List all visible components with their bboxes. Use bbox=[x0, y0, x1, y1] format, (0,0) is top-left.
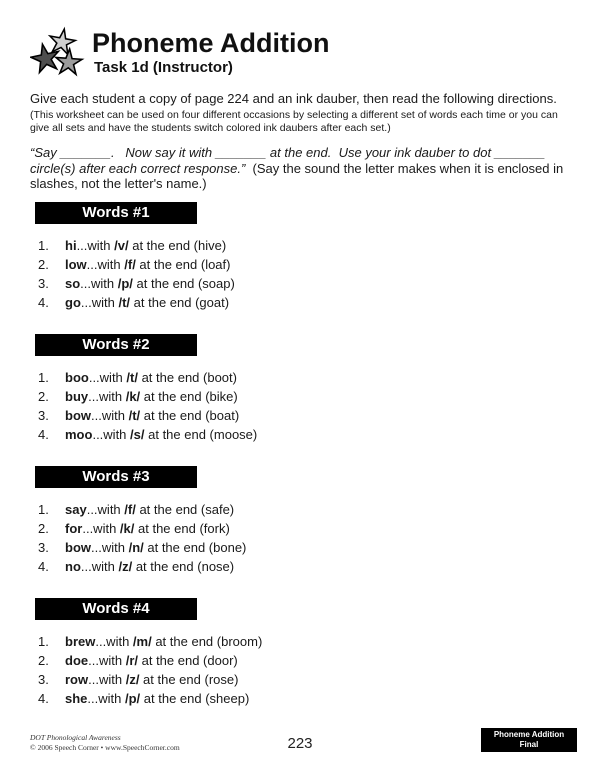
item-text: bow...with /t/ at the end (boat) bbox=[65, 407, 240, 423]
item-word: boo bbox=[65, 369, 89, 385]
say-script bbox=[30, 145, 568, 192]
item-number: 1. bbox=[38, 501, 49, 517]
item-number: 4. bbox=[38, 426, 49, 442]
item-text: so...with /p/ at the end (soap) bbox=[65, 275, 235, 291]
item-text: no...with /z/ at the end (nose) bbox=[65, 558, 235, 574]
item-word: so bbox=[65, 275, 81, 291]
item-phoneme: /t/ bbox=[126, 369, 138, 385]
word-item bbox=[30, 632, 568, 651]
item-number: 4. bbox=[38, 558, 49, 574]
word-item bbox=[30, 236, 568, 255]
item-word: low bbox=[65, 256, 87, 272]
stamp-line-2: Final bbox=[519, 740, 539, 749]
item-phoneme: /r/ bbox=[125, 652, 138, 668]
word-item bbox=[30, 519, 568, 538]
section-title-banner: Words #2 bbox=[35, 334, 197, 356]
word-item bbox=[30, 500, 568, 519]
word-item bbox=[30, 368, 568, 387]
directions-text: Give each student a copy of page 224 and an ink dauber, then read the following directions. bbox=[30, 91, 557, 106]
item-phoneme: /k/ bbox=[125, 388, 141, 404]
words-section-1 bbox=[30, 202, 568, 312]
item-number: 2. bbox=[38, 388, 49, 404]
star-mid-icon bbox=[55, 48, 83, 75]
word-item bbox=[30, 557, 568, 576]
words-section-4 bbox=[30, 598, 568, 708]
item-phoneme: /p/ bbox=[124, 690, 141, 706]
section-title-banner: Words #4 bbox=[35, 598, 197, 620]
item-number: 3. bbox=[38, 407, 49, 423]
item-text: moo...with /s/ at the end (moose) bbox=[65, 426, 258, 442]
item-text: brew...with /m/ at the end (broom) bbox=[65, 633, 263, 649]
item-text: row...with /z/ at the end (rose) bbox=[65, 671, 239, 687]
stamp-line-1: Phoneme Addition bbox=[493, 730, 565, 739]
directions-note: (This worksheet can be used on four different occasions by selecting a different set of words each time or you can give all sets and have the students switch colored ink daubers after each set.) bbox=[30, 108, 558, 134]
word-item bbox=[30, 274, 568, 293]
item-word: no bbox=[65, 558, 81, 574]
word-item bbox=[30, 255, 568, 274]
footer-series-title: DOT Phonological Awareness bbox=[30, 733, 121, 742]
page-title: Phoneme Addition bbox=[92, 28, 330, 58]
item-number: 4. bbox=[38, 294, 49, 310]
item-word: she bbox=[65, 690, 88, 706]
page-subtitle: Task 1d (Instructor) bbox=[94, 59, 233, 77]
word-item bbox=[30, 538, 568, 557]
item-word: buy bbox=[65, 388, 89, 404]
item-text: buy...with /k/ at the end (bike) bbox=[65, 388, 238, 404]
item-word: hi bbox=[65, 237, 77, 253]
item-phoneme: /p/ bbox=[117, 275, 133, 291]
section-title-banner: Words #1 bbox=[35, 202, 197, 224]
word-item bbox=[30, 670, 568, 689]
item-text: for...with /k/ at the end (fork) bbox=[65, 520, 230, 536]
item-text: boo...with /t/ at the end (boot) bbox=[65, 369, 237, 385]
words-section-3 bbox=[30, 466, 568, 576]
item-phoneme: /n/ bbox=[128, 539, 144, 555]
item-phoneme: /z/ bbox=[125, 671, 140, 687]
item-text: low...with /f/ at the end (loaf) bbox=[65, 256, 231, 272]
word-item bbox=[30, 406, 568, 425]
item-phoneme: /v/ bbox=[114, 237, 129, 253]
item-phoneme: /t/ bbox=[118, 294, 131, 310]
item-text: she...with /p/ at the end (sheep) bbox=[65, 690, 250, 706]
item-phoneme: /f/ bbox=[124, 256, 136, 272]
item-number: 2. bbox=[38, 652, 49, 668]
item-number: 3. bbox=[38, 671, 49, 687]
item-number: 4. bbox=[38, 690, 49, 706]
word-item bbox=[30, 689, 568, 708]
stars-logo-icon bbox=[30, 26, 90, 80]
star-light-icon bbox=[47, 27, 77, 56]
item-number: 3. bbox=[38, 539, 49, 555]
item-word: row bbox=[65, 671, 89, 687]
word-item bbox=[30, 651, 568, 670]
title-block bbox=[92, 29, 330, 76]
item-phoneme: /m/ bbox=[132, 633, 152, 649]
item-word: doe bbox=[65, 652, 89, 668]
item-number: 2. bbox=[38, 256, 49, 272]
item-number: 1. bbox=[38, 237, 49, 253]
item-phoneme: /z/ bbox=[118, 558, 133, 574]
item-number: 3. bbox=[38, 275, 49, 291]
item-word: moo bbox=[65, 426, 93, 442]
words-section-2 bbox=[30, 334, 568, 444]
item-text: hi...with /v/ at the end (hive) bbox=[65, 237, 227, 253]
item-phoneme: /s/ bbox=[130, 426, 145, 442]
page-header bbox=[30, 26, 568, 80]
section-title-banner: Words #3 bbox=[35, 466, 197, 488]
footer-copyright: © 2006 Speech Corner • www.SpeechCorner.com bbox=[30, 742, 180, 752]
item-word: bow bbox=[65, 539, 91, 555]
say-script-quote: “Say _______. Now say it with _______ at the end. Use your ink dauber to dot _______ circle(s) after each correct response.” bbox=[30, 145, 549, 176]
item-number: 1. bbox=[38, 369, 49, 385]
item-number: 2. bbox=[38, 520, 49, 536]
word-item bbox=[30, 387, 568, 406]
item-phoneme: /k/ bbox=[119, 520, 135, 536]
say-script-note: (Say the sound the letter makes when it is enclosed in slashes, not the letter's name.) bbox=[30, 160, 567, 192]
item-number: 1. bbox=[38, 633, 49, 649]
word-item bbox=[30, 293, 568, 312]
item-word: bow bbox=[65, 407, 91, 423]
item-text: doe...with /r/ at the end (door) bbox=[65, 652, 238, 668]
item-word: say bbox=[65, 501, 87, 517]
item-word: go bbox=[65, 294, 81, 310]
item-text: bow...with /n/ at the end (bone) bbox=[65, 539, 247, 555]
page-number: 223 bbox=[287, 735, 313, 752]
item-word: brew bbox=[65, 633, 96, 649]
item-phoneme: /f/ bbox=[124, 501, 136, 517]
item-word: for bbox=[65, 520, 83, 536]
final-stamp bbox=[481, 728, 577, 752]
item-text: say...with /f/ at the end (safe) bbox=[65, 501, 235, 517]
word-item bbox=[30, 425, 568, 444]
item-phoneme: /t/ bbox=[128, 407, 141, 423]
item-text: go...with /t/ at the end (goat) bbox=[65, 294, 230, 310]
